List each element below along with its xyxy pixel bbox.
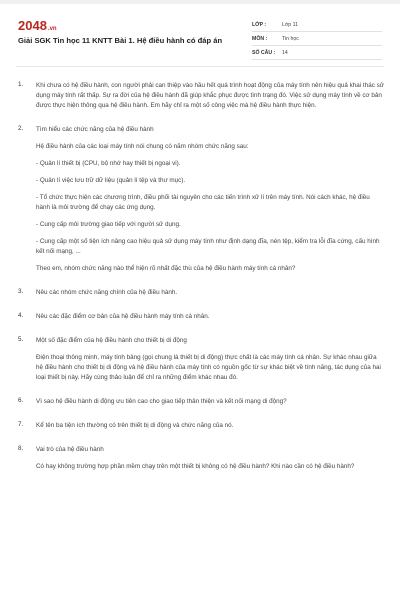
- question-text: Nêu các đặc điểm cơ bản của hệ điều hành máy tính cá nhân.: [36, 313, 210, 320]
- meta-row-class: [252, 18, 382, 32]
- question-item: [18, 336, 384, 383]
- question-body: [36, 336, 384, 383]
- meta-info-table: [252, 18, 382, 60]
- question-text: Hệ điều hành của các loại máy tính nói chung có năm nhóm chức năng sau:: [36, 143, 249, 150]
- question-number: 8.: [18, 445, 24, 452]
- question-number: 7.: [18, 421, 24, 428]
- question-item: [18, 81, 384, 111]
- meta-label: LỚP :: [252, 21, 267, 28]
- question-number: 3.: [18, 288, 24, 295]
- question-number: 1.: [18, 81, 24, 88]
- meta-label: SỐ CÂU :: [252, 49, 276, 56]
- question-heading: Một số đặc điểm của hệ điều hành cho thiết bị di động: [36, 337, 187, 344]
- question-item: [18, 288, 384, 298]
- question-number: 2.: [18, 125, 24, 132]
- question-item: [18, 397, 384, 407]
- question-body: [36, 312, 384, 322]
- list-item: - Cung cấp môi trường giao tiếp với người sử dụng.: [36, 221, 181, 228]
- document-header: [0, 4, 400, 60]
- meta-label: MÔN :: [252, 35, 268, 42]
- meta-value: 14: [282, 49, 288, 56]
- meta-value: Tin học: [282, 35, 299, 42]
- question-text: Vì sao hệ điều hành di động ưu tiên cao cho giao tiếp thân thiện và kết nối mạng di động?: [36, 398, 287, 405]
- question-text: Khi chưa có hệ điều hành, con người phải can thiệp vào hầu hết quá trình hoạt động của máy tính nên hiệu quả khai thác sử dụng máy tính rất thấp. Sự ra đời của hệ điều hành đã giúp khắc phục được tình trạng đó. Việc sử dụng máy tính về cơ bản được thực hiện thông qua hệ điều hành. Em hãy chỉ ra một số công việc mà hệ điều hành thực hiện.: [36, 82, 384, 109]
- question-body: [36, 288, 384, 298]
- question-text: Điện thoại thông minh, máy tính bảng (gọi chung là thiết bị di động) thực chất là các máy tính cá nhân. Sự khác nhau giữa hệ điều hành cho thiết bị di động và hệ điều hành của máy tính có nguồn gốc từ sự khác biệt về tính năng, tác dụng của hai loại thiết bị này. Hãy cùng thảo luận để chỉ ra những điểm khác nhau đó.: [36, 354, 381, 381]
- logo-suffix: .vn: [47, 26, 57, 32]
- question-item: [18, 312, 384, 322]
- list-item: - Quản lí thiết bị (CPU, bộ nhớ hay thiết bị ngoại vi).: [36, 160, 181, 167]
- question-body: [36, 421, 384, 431]
- question-heading: Tìm hiểu các chức năng của hệ điều hành: [36, 126, 154, 133]
- question-number: 4.: [18, 312, 24, 319]
- meta-row-count: [252, 46, 382, 60]
- question-text: Nêu các nhóm chức năng chính của hệ điều hành.: [36, 289, 178, 296]
- question-text: Có hay không trường hợp phần mềm chạy trên một thiết bị không có hệ điều hành? Khi nào cần có hệ điều hành?: [36, 463, 355, 470]
- header-divider: [16, 66, 384, 67]
- question-item: [18, 125, 384, 274]
- site-logo[interactable]: [18, 18, 57, 33]
- list-item: - Quản lí việc lưu trữ dữ liệu (quản lí tệp và thư mục).: [36, 177, 186, 184]
- question-body: [36, 397, 384, 407]
- question-prompt: Theo em, nhóm chức năng nào thể hiện rõ nhất đặc thù của hệ điều hành máy tính cá nhân?: [36, 265, 296, 272]
- question-list: [0, 81, 400, 472]
- question-text: Kể tên ba tiện ích thường có trên thiết bị di động và chức năng của nó.: [36, 422, 234, 429]
- question-item: [18, 421, 384, 431]
- document-title: Giải SGK Tin học 11 KNTT Bài 1. Hệ điều hành có đáp án: [18, 36, 223, 45]
- question-item: [18, 445, 384, 472]
- meta-row-subject: [252, 32, 382, 46]
- question-body: [36, 125, 384, 274]
- question-number: 6.: [18, 397, 24, 404]
- list-item: - Tổ chức thực hiện các chương trình, điều phối tài nguyên cho các tiến trình xử lí trên máy tính. Nói cách khác, hệ điều hành là môi trường để chạy các ứng dụng.: [36, 194, 370, 211]
- question-body: [36, 81, 384, 111]
- question-body: [36, 445, 384, 472]
- question-heading: Vai trò của hệ điều hành: [36, 446, 104, 453]
- meta-value: Lớp 11: [282, 21, 298, 28]
- logo-text: 2048: [18, 18, 47, 33]
- list-item: - Cung cấp một số tiện ích nâng cao hiệu quả sử dụng máy tính như định dạng đĩa, nén tệp, kiểm tra lỗi đĩa cứng, cấu hình kết nối mạng, ...: [36, 238, 380, 255]
- question-number: 5.: [18, 336, 24, 343]
